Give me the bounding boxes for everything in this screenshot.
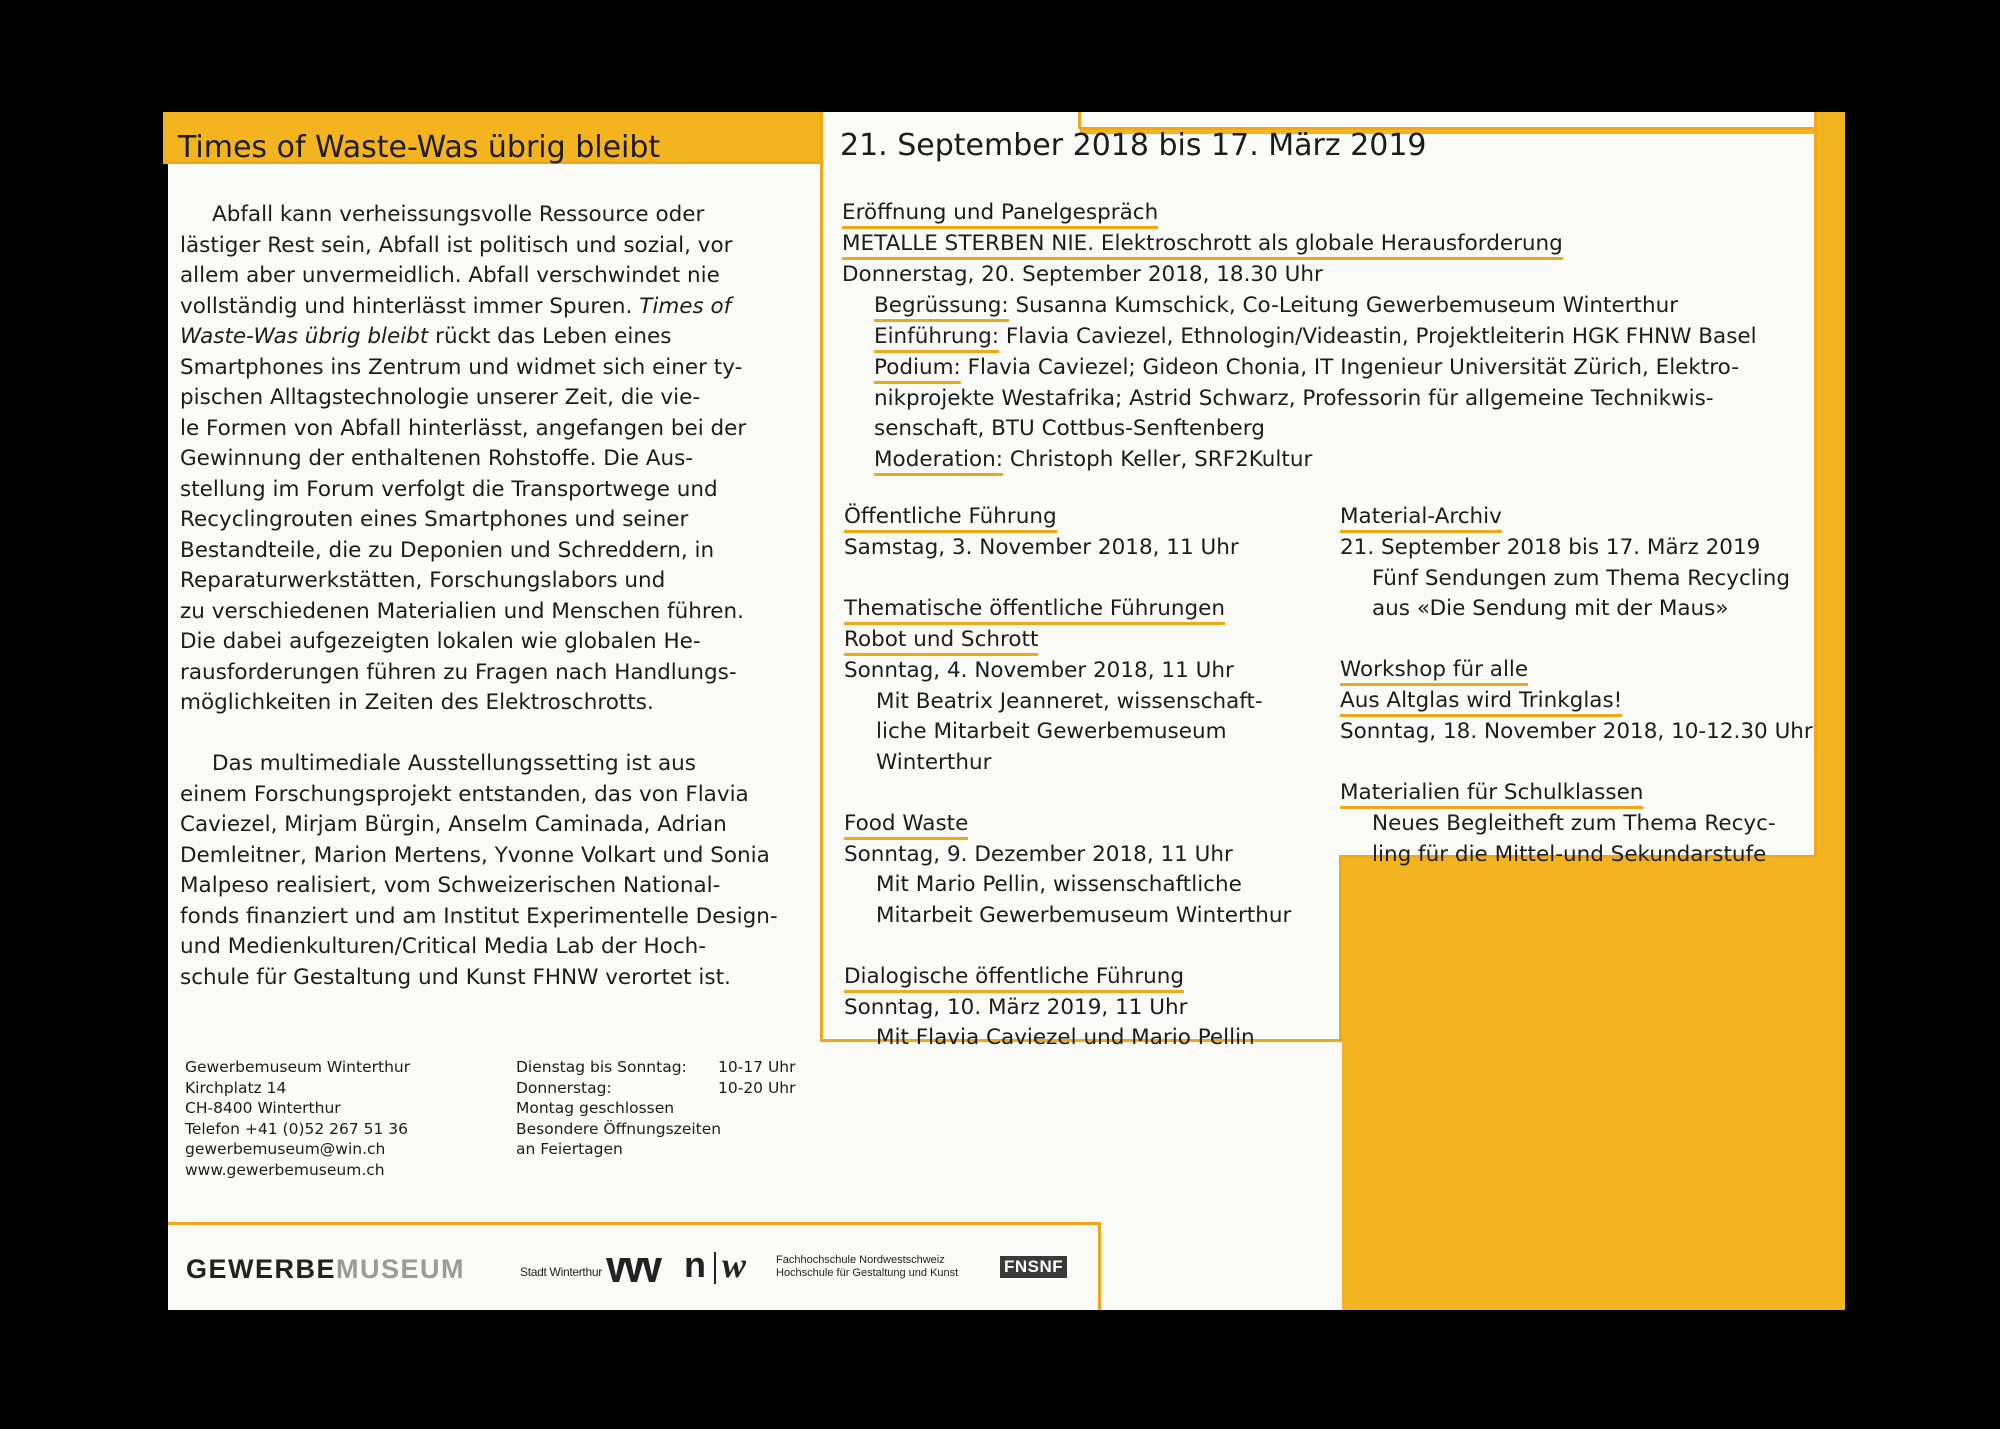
event-heading: Aus Altglas wird Trinkglas! [1340,688,1622,717]
event-detail: Mit Beatrix Jeanneret, wissenschaft- [876,688,1263,714]
intro-line: einem Forschungsprojekt entstanden, das von Flavia [180,781,749,807]
exhibition-dates: 21. September 2018 bis 17. März 2019 [840,128,1427,163]
event-item [844,502,1291,564]
intro-line: Malpeso realisiert, vom Schweizerischen National- [180,873,721,898]
address-line: Telefon +41 (0)52 267 51 36 [185,1119,409,1138]
event-item [844,594,1291,778]
intro-italic-title-b: Waste-Was übrig bleibt [180,324,429,349]
opening-line: Moderation: Christoph Keller, SRF2Kultur [842,445,1757,476]
intro-text [180,200,778,993]
museum-address [185,1057,410,1180]
hours-note: Besondere Öffnungszeiten [516,1119,722,1138]
event-date: Sonntag, 10. März 2019, 11 Uhr [844,994,1188,1020]
gewerbemuseum-logo: GEWERBEMUSEUM [186,1254,466,1284]
intro-line: Abfall kann verheissungsvolle Ressource oder [212,202,705,227]
hours-row: Dienstag bis Sonntag: 10-17 Uhr [516,1058,796,1076]
event-detail: Fünf Sendungen zum Thema Recycling [1372,565,1791,591]
event-detail: Mit Mario Pellin, wissenschaftliche [876,872,1242,897]
line-mid-right [1339,856,1342,1042]
event-spacer [844,564,1291,595]
event-detail: Winterthur [876,749,992,775]
line-top-notch-left [1078,112,1081,129]
event-spacer [844,778,1291,809]
event-spacer [844,931,1291,962]
event-heading: Thematische öffentliche Führungen [844,596,1225,625]
exhibition-title: Times of Waste-Was übrig bleibt [178,130,661,165]
address-line: Gewerbemuseum Winterthur [185,1058,411,1076]
line-right-edge [1814,112,1817,858]
intro-line: und Medienkulturen/Critical Media Lab der Hoch- [180,934,707,959]
address-line: Kirchplatz 14 [185,1078,287,1097]
address-line[interactable]: www.gewerbemuseum.ch [185,1160,385,1179]
event-date: Sonntag, 4. November 2018, 11 Uhr [844,658,1234,683]
fhnw-line: Hochschule für Gestaltung und Kunst [776,1267,959,1279]
address-line[interactable]: gewerbemuseum@win.ch [185,1140,386,1158]
intro-line: Bestandteile, die zu Deponien und Schreddern, in [180,537,715,563]
event-item [1340,778,1813,870]
intro-line: lästiger Rest sein, Abfall ist politisch und sozial, vor [180,232,733,258]
line-footer-right [1098,1222,1101,1310]
opening-line: Podium: Flavia Caviezel; Gideon Chonia, IT Ingenieur Universität Zürich, Elektro- [842,353,1757,384]
intro-line: Waste-Was übrig bleibt rückt das Leben eines [180,324,672,349]
card-top-notch [1080,112,1816,128]
intro-line: le Formen von Abfall hinterlässt, angefangen bei der [180,415,747,441]
event-heading: Robot und Schrott [844,627,1038,656]
intro-line: zu verschiedenen Materialien und Menschen führen. [180,598,744,624]
intro-line: Gewinnung der enthaltenen Rohstoffe. Die Aus- [180,446,694,471]
intro-line: allem aber unvermeidlich. Abfall verschwindet nie [180,263,720,288]
opening-line: senschaft, BTU Cottbus-Senftenberg [874,416,1265,441]
winterthur-mark-icon [606,1254,662,1282]
event-detail: Neues Begleitheft zum Thema Recyc- [1372,811,1776,836]
intro-line: Reparaturwerkstätten, Forschungslabors und [180,568,666,593]
opening-date: Donnerstag, 20. September 2018, 18.30 Uhr [842,262,1323,287]
event-heading: Materialien für Schulklassen [1340,780,1643,809]
events-right [1340,502,1813,870]
event-heading: Food Waste [844,811,968,840]
event-detail: Mit Flavia Caviezel und Mario Pellin [876,1025,1255,1050]
line-col-divider [820,112,823,1042]
event-date: Samstag, 3. November 2018, 11 Uhr [844,535,1239,560]
event-heading: Workshop für alle [1340,657,1528,686]
intro-line: Caviezel, Mirjam Bürgin, Anselm Caminada, Adrian [180,812,727,837]
opening-line: Begrüssung: Susanna Kumschick, Co-Leitung Gewerbemuseum Winterthur [842,291,1757,322]
event-date: Sonntag, 9. Dezember 2018, 11 Uhr [844,841,1233,867]
opening-hours [516,1057,796,1160]
event-heading: Material-Archiv [1340,504,1502,533]
event-date: Sonntag, 18. November 2018, 10-12.30 Uhr [1340,719,1813,744]
intro-italic-title-a: Times of [639,293,732,319]
event-heading: Dialogische öffentliche Führung [844,964,1184,993]
event-spacer [1340,748,1813,779]
event-item [1340,655,1813,748]
intro-line: Recyclingrouten eines Smartphones und seiner [180,507,689,532]
event-detail: liche Mitarbeit Gewerbemuseum [876,719,1227,744]
event-heading: Öffentliche Führung [844,504,1057,533]
line-footer-top [168,1222,1100,1225]
fhnw-divider [714,1252,716,1284]
intro-line: möglichkeiten in Zeiten des Elektroschrotts. [180,690,654,715]
intro-line: Die dabei aufgezeigten lokalen wie globalen He- [180,629,701,654]
event-detail: Mitarbeit Gewerbemuseum Winterthur [876,902,1292,928]
intro-line: stellung im Forum verfolgt die Transportwege und [180,476,718,502]
intro-spacer [180,719,778,750]
opening-subheading: METALLE STERBEN NIE. Elektroschrott als globale Herausforderung [842,231,1563,260]
event-item [1340,502,1813,625]
events-left [844,502,1291,1054]
intro-line: Demleitner, Marion Mertens, Yvonne Volkart und Sonia [180,842,770,868]
event-detail: aus «Die Sendung mit der Maus» [1372,596,1729,621]
opening-heading: Eröffnung und Panelgespräch [842,200,1158,229]
opening-event [842,198,1757,476]
opening-line: Einführung: Flavia Caviezel, Ethnologin/Videastin, Projektleiterin HGK FHNW Basel [842,322,1757,353]
intro-line: Das multimediale Ausstellungssetting ist aus [212,751,696,776]
event-date: 21. September 2018 bis 17. März 2019 [1340,535,1761,560]
address-line: CH-8400 Winterthur [185,1099,341,1117]
snf-logo: FNSNF [1000,1256,1067,1278]
intro-line: Smartphones ins Zentrum und widmet sich einer ty- [180,354,743,380]
intro-line: pischen Alltagstechnologie unserer Zeit, die vie- [180,385,701,410]
opening-line: nikprojekte Westafrika; Astrid Schwarz, Professorin für allgemeine Technikwis- [874,385,1714,411]
hours-note: an Feiertagen [516,1140,623,1158]
hours-note: Montag geschlossen [516,1099,675,1117]
intro-line: rausforderungen führen zu Fragen nach Handlungs- [180,659,737,685]
intro-line: fonds finanziert und am Institut Experimentelle Design- [180,903,778,929]
fhnw-line: Fachhochschule Nordwestschweiz [776,1254,945,1266]
event-item [844,809,1291,932]
hours-row: Donnerstag: 10-20 Uhr [516,1078,796,1097]
intro-line: vollständig und hinterlässt immer Spuren. Times of [180,293,732,319]
event-item [844,962,1291,1054]
event-spacer [1340,625,1813,656]
intro-line: schule für Gestaltung und Kunst FHNW verortet ist. [180,964,731,990]
event-detail: ling für die Mittel-und Sekundarstufe [1372,841,1767,867]
